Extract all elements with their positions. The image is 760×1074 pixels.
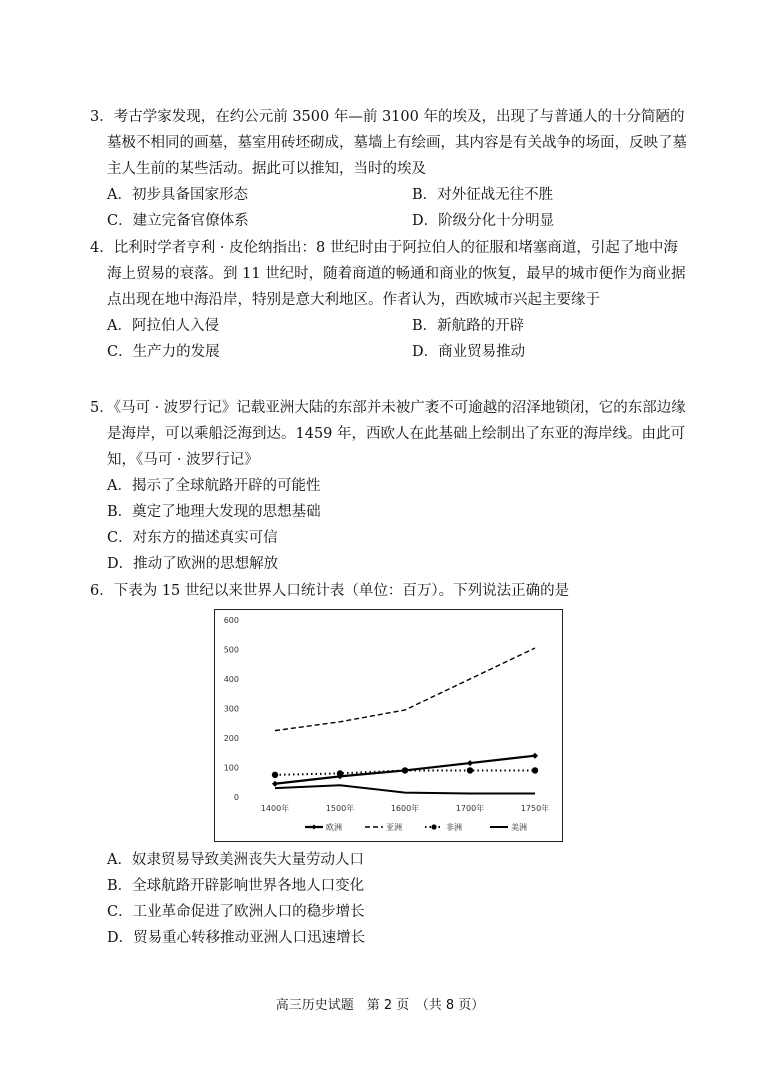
question-3 [90,104,690,234]
question-5-option-c[interactable]: C．对东方的描述真实可信 [107,530,278,546]
question-3-option-a[interactable]: A．初步具备国家形态 [107,187,248,203]
y-tick-label-600: 600 [223,616,239,625]
page-footer: 高三历史试题 第 2 页 （共 8 页） [275,998,485,1013]
question-4-text: 4．比利时学者亨利 · 皮伦纳指出：8 世纪时由于阿拉伯人的征服和堵塞商道，引起了地中海海上贸易的衰落。到 11 世纪时，随着商道的畅通和商业的恢复，最早的城市便作为商业据点出现在地中海沿岸，特别是意大利地区。作者认为，西欧城市兴起主要缘于 [90,240,686,308]
question-4-option-d[interactable]: D．商业贸易推动 [412,344,526,360]
y-tick-label-500: 500 [223,645,239,655]
series-2-point-0 [272,772,278,778]
legend-label-3: 美洲 [511,823,527,832]
question-6 [90,578,690,604]
question-4-option-c[interactable]: C．生产力的发展 [107,344,220,360]
question-3-option-b[interactable]: B．对外征战无往不胜 [412,187,554,203]
question-6-option-b[interactable]: B．全球航路开辟影响世界各地人口变化 [107,878,365,894]
legend-marker-2 [431,824,436,829]
question-5-option-d[interactable]: D．推动了欧洲的思想解放 [107,556,279,572]
question-6-options [90,847,690,951]
series-0-point-0 [272,781,278,787]
question-4-option-a[interactable]: A．阿拉伯人入侵 [107,318,219,334]
y-tick-label-200: 200 [223,734,239,743]
series-line-1 [275,648,535,731]
question-3-option-d[interactable]: D．阶级分化十分明显 [412,213,555,229]
x-tick-label-0: 1400年 [260,804,290,813]
y-tick-label-0: 0 [233,793,239,802]
series-2-point-2 [402,767,408,773]
question-5 [90,395,690,577]
series-2-point-1 [337,770,343,776]
question-6-option-a[interactable]: A．奴隶贸易导致美洲丧失大量劳动人口 [107,852,364,868]
series-2-point-4 [532,767,538,773]
question-5-option-a[interactable]: A．揭示了全球航路开辟的可能性 [107,478,321,494]
x-tick-label-2: 1600年 [390,804,420,813]
legend-marker-0 [312,825,317,830]
x-tick-label-1: 1500年 [325,804,355,813]
question-4-option-b[interactable]: B．新航路的开辟 [412,318,525,334]
x-tick-label-3: 1700年 [455,804,485,813]
question-3-text: 3．考古学家发现，在约公元前 3500 年—前 3100 年的埃及，出现了与普通人的十分简陋的墓极不相同的画墓，墓室用砖坯砌成，墓墙上有绘画，其内容是有关战争的场面，反映了墓主人生前的某些活动。据此可以推知，当时的埃及 [90,109,687,177]
question-3-option-c[interactable]: C．建立完备官僚体系 [107,213,249,229]
population-line-chart [214,609,563,842]
y-tick-label-400: 400 [223,675,239,684]
population-chart-svg [215,610,562,841]
question-4 [90,235,690,365]
series-0-point-4 [532,753,538,759]
x-tick-label-4: 1750年 [520,804,550,813]
legend-label-1: 亚洲 [386,823,402,832]
y-tick-label-100: 100 [223,763,239,773]
series-2-point-3 [467,767,473,773]
legend-label-2: 非洲 [446,823,462,832]
question-6-option-d[interactable]: D．贸易重心转移推动亚洲人口迅速增长 [107,930,366,946]
question-6-text: 6．下表为 15 世纪以来世界人口统计表（单位：百万）。下列说法正确的是 [90,583,570,599]
series-0-point-3 [467,760,473,766]
legend-label-0: 欧洲 [326,823,342,832]
question-5-option-b[interactable]: B．奠定了地理大发现的思想基础 [107,504,321,520]
series-line-3 [275,785,535,793]
question-5-text: 5．《马可 · 波罗行记》记载亚洲大陆的东部并未被广袤不可逾越的沼泽地锁闭，它的东部边缘是海岸，可以乘船泛海到达。1459 年，西欧人在此基础上绘制出了东亚的海岸线。由此可知，《马可 · 波罗行记》 [90,400,686,468]
y-tick-label-300: 300 [223,704,239,714]
question-6-option-c[interactable]: C．工业革命促进了欧洲人口的稳步增长 [107,904,365,920]
